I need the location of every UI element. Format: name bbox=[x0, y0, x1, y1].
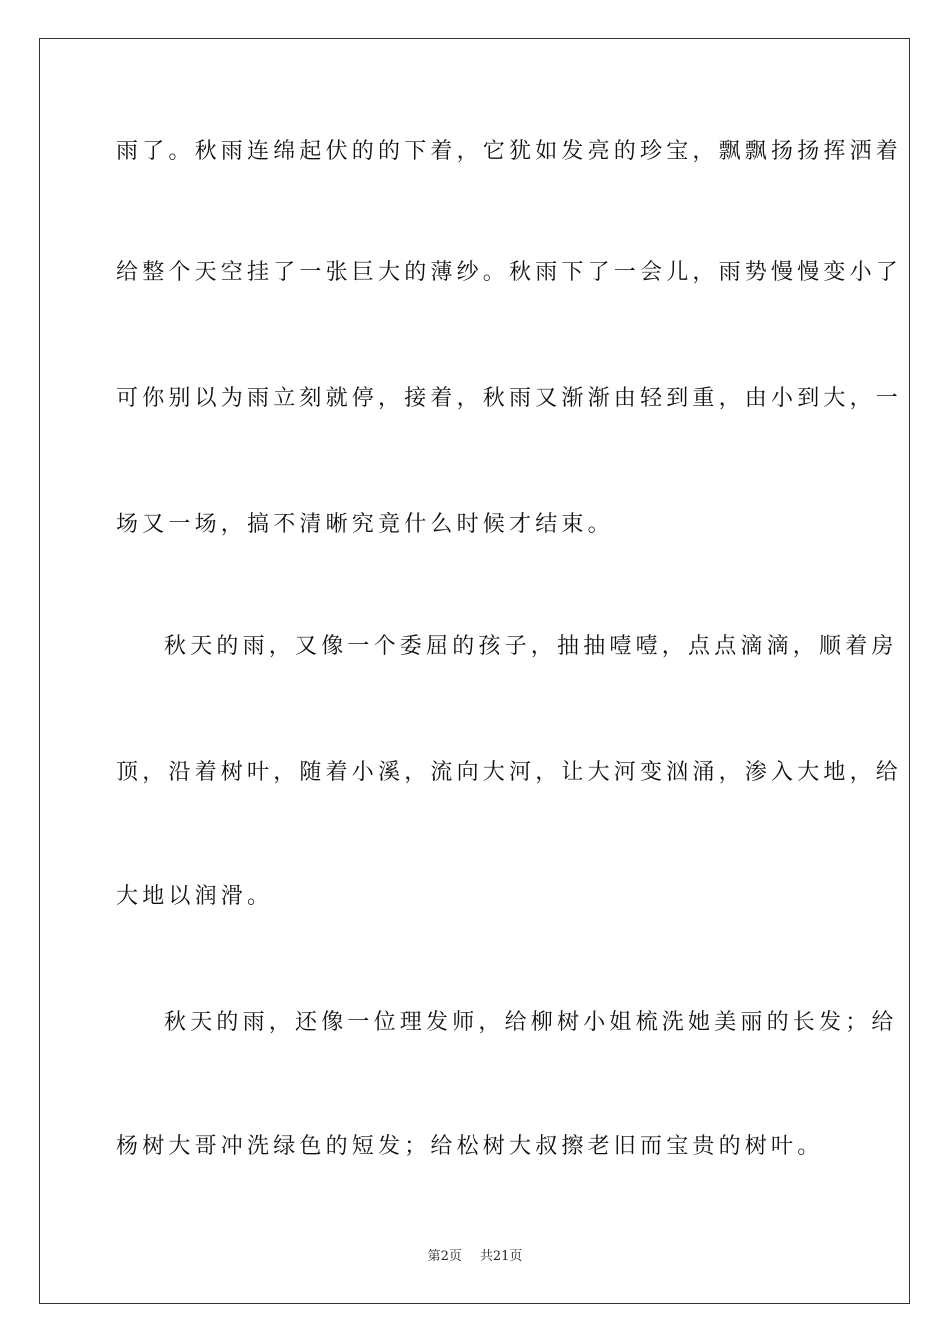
paragraph-line: 秋天的雨，又像一个委屈的孩子，抽抽噎噎，点点滴滴，顺着房 bbox=[164, 634, 898, 659]
page-border bbox=[39, 38, 910, 1304]
paragraph-line: 顶，沿着树叶，随着小溪，流向大河，让大河变汹涌，渗入大地，给 bbox=[116, 760, 903, 785]
paragraph-line: 场又一场，搞不清晰究竟什么时候才结束。 bbox=[116, 512, 614, 537]
page-number: 第2页 bbox=[427, 1249, 462, 1264]
paragraph-line: 杨树大哥冲洗绿色的短发；给松树大叔擦老旧而宝贵的树叶。 bbox=[116, 1134, 824, 1159]
paragraph-line: 大地以润滑。 bbox=[116, 884, 274, 909]
page-total: 共21页 bbox=[479, 1249, 523, 1264]
paragraph-line: 可你别以为雨立刻就停，接着，秋雨又渐渐由轻到重，由小到大，一 bbox=[116, 386, 903, 411]
paragraph-line: 给整个天空挂了一张巨大的薄纱。秋雨下了一会儿，雨势慢慢变小了 bbox=[116, 260, 903, 285]
page-footer bbox=[0, 1248, 950, 1266]
paragraph-line: 秋天的雨，还像一位理发师，给柳树小姐梳洗她美丽的长发；给 bbox=[164, 1010, 898, 1035]
paragraph-line: 雨了。秋雨连绵起伏的的下着，它犹如发亮的珍宝，飘飘扬扬挥洒着 bbox=[116, 139, 903, 164]
